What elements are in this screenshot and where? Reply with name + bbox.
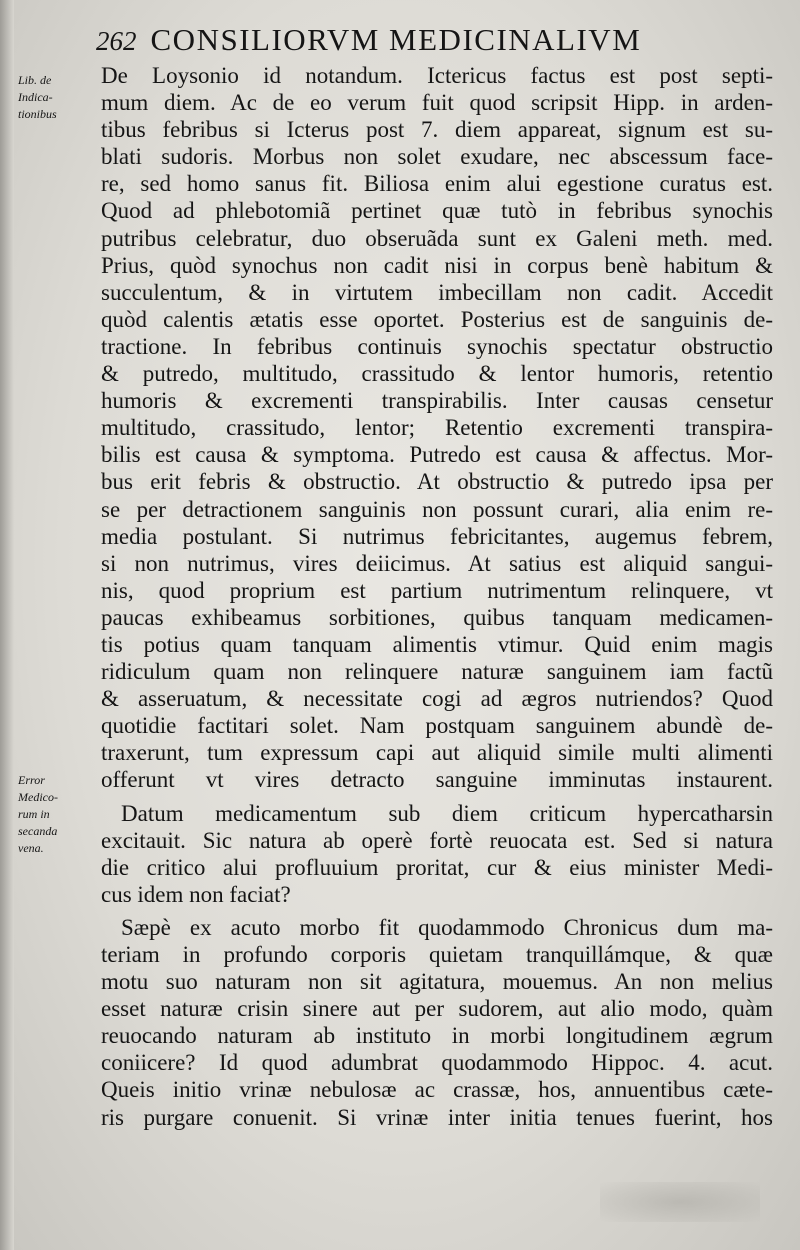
text-line: motu suo naturam non sit agitatura, mouemus. An non melius [101, 969, 773, 995]
text-line: coniicere? Id quod adumbrat quodammodo Hippoc. 4. acut. [101, 1050, 773, 1076]
main-text [101, 62, 773, 1131]
text-line: tibus febribus si Icterus post 7. diem appareat, signum est su- [101, 117, 773, 143]
text-line: putribus celebratur, duo obseruãda sunt ex Galeni meth. med. [101, 225, 773, 251]
text-line: De Loysonio id notandum. Ictericus factus est post septi- [101, 63, 773, 88]
text-line: reuocando naturam ab instituto in morbi longitudinem ægrum [101, 1023, 773, 1049]
text-line: Quod ad phlebotomiã pertinet quæ tutò in febribus synochis [101, 198, 773, 224]
margin-note-line: Error [18, 773, 45, 787]
margin-note-line: vena. [18, 841, 44, 855]
text-line: & asseruatum, & necessitate cogi ad ægros nutriendos? Quod [101, 686, 773, 712]
margin-note-reference [18, 72, 98, 123]
text-line: tis potius quam tanquam alimentis vtimur. Quid enim magis [101, 631, 773, 657]
page-number: 262 [96, 26, 137, 56]
text-line: paucas exhibeamus sorbitiones, quibus tanquam medicamen- [101, 604, 773, 630]
page-header [96, 22, 736, 66]
text-line: excitauit. Sic natura ab operè fortè reuocata est. Sed si natura [101, 827, 773, 853]
text-line: esset naturæ crisin sinere aut per sudorem, aut alio modo, quàm [101, 996, 773, 1022]
text-line: die critico alui profluuium proritat, cur & eius minister Medi- [101, 854, 773, 880]
text-line: teriam in profundo corporis quietam tranquillámque, & quæ [101, 942, 773, 967]
text-line: humoris & excrementi transpirabilis. Inter causas censetur [101, 388, 773, 414]
text-line: si non nutrimus, vires deiicimus. At satius est aliquid sangui- [101, 550, 773, 576]
ink-smudge [600, 1182, 760, 1222]
paragraph [101, 62, 773, 794]
margin-note-line: Lib. de [18, 73, 52, 87]
text-line: ris purgare conuenit. Si vrinæ inter initia tenues fuerint, hos [101, 1104, 773, 1130]
text-line: Sæpè ex acuto morbo fit quodammodo Chronicus dum ma- [121, 914, 773, 940]
running-title: CONSILIORVM MEDICINALIVM [150, 22, 642, 57]
text-line: Datum medicamentum sub diem criticum hypercatharsin [121, 800, 773, 826]
margin-note-line: secanda [18, 824, 58, 838]
paragraph [101, 914, 773, 1131]
paragraph [101, 800, 773, 908]
margin-note-line: Medico- [18, 790, 58, 804]
text-line: re, sed homo sanus fit. Biliosa enim alui egestione curatus est. [101, 171, 773, 197]
text-line: traxerunt, tum expressum capi aut aliquid simile multi alimenti [101, 740, 773, 766]
text-line: ridiculum quam non relinquere naturæ sanguinem iam factũ [101, 659, 773, 685]
text-line: quotidie factitari solet. Nam postquam sanguinem abundè de- [101, 713, 773, 739]
text-line: cus idem non faciat? [101, 881, 291, 907]
text-line: succulentum, & in virtutem imbecillam non cadit. Accedit [101, 279, 773, 305]
text-line: multitudo, crassitudo, lentor; Retentio excrementi transpira- [101, 415, 773, 441]
text-line: se per detractionem sanguinis non possunt curari, alia enim re- [101, 496, 773, 522]
margin-note-error [18, 772, 98, 857]
page-edge-shadow [0, 0, 14, 1250]
text-line: quòd calentis ætatis esse oportet. Posterius est de sanguinis de- [101, 306, 773, 332]
text-line: bus erit febris & obstructio. At obstructio & putredo ipsa per [101, 469, 773, 495]
text-line: mum diem. Ac de eo verum fuit quod scripsit Hipp. in arden- [101, 90, 773, 116]
text-line: offerunt vt vires detracto sanguine imminutas instaurent. [101, 767, 773, 793]
margin-note-line: Indica- [18, 90, 53, 104]
margin-note-line: tionibus [18, 107, 57, 121]
text-line: bilis est causa & symptoma. Putredo est causa & affectus. Mor- [101, 442, 773, 468]
text-line: nis, quod proprium est partium nutrimentum relinquere, vt [101, 577, 773, 603]
text-line: Queis initio vrinæ nebulosæ ac crassæ, hos, annuentibus cæte- [101, 1077, 773, 1103]
text-line: Prius, quòd synochus non cadit nisi in corpus benè habitum & [101, 252, 773, 278]
text-line: blati sudoris. Morbus non solet exudare, nec abscessum face- [101, 144, 773, 170]
text-line: & putredo, multitudo, crassitudo & lentor humoris, retentio [101, 361, 773, 387]
margin-note-line: rum in [18, 807, 50, 821]
text-line: tractione. In febribus continuis synochis spectatur obstructio [101, 333, 773, 359]
text-line: media postulant. Si nutrimus febricitantes, augemus febrem, [101, 523, 773, 549]
